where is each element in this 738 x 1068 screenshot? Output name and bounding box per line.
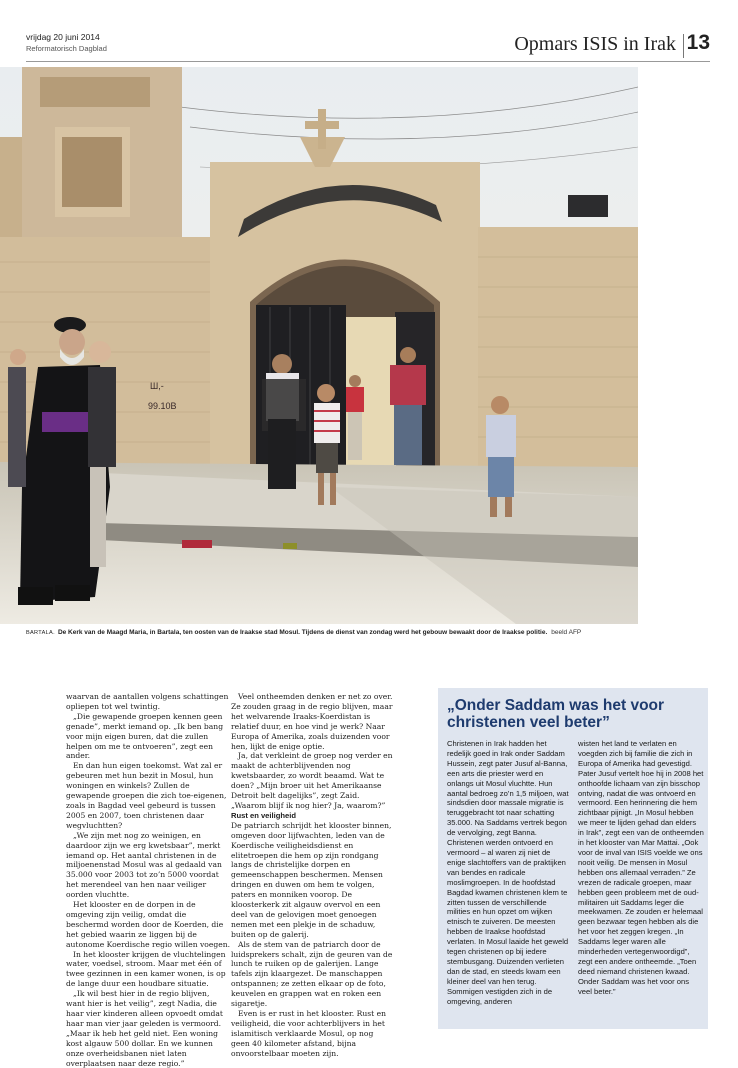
caption-text: De Kerk van de Maagd Maria, in Bartala, ten oosten van de Iraakse stad Mosul. Tijdens de dienst van zondag werd het gebouw bewaakt door de Iraakse politie. bbox=[57, 629, 548, 636]
article-paragraph: En dan hun eigen toekomst. Wat zal er gebeuren met hun bezit in Mosul, hun woningen en winkels? Zullen de gewapende groepen die zich toe-eigenen, zoals in Bagdad veel gebeurd is tussen 2005 en 2007, toen christenen daar wegvluchtten? bbox=[66, 761, 227, 830]
sidebar-box bbox=[438, 688, 708, 1029]
subheading: Rust en veiligheid bbox=[231, 810, 296, 820]
article-paragraph: Veel ontheemden denken er net zo over. Ze zouden graag in de regio blijven, maar het welvarende Iraaks-Koerdistan is relatief duur, en hoe vind je werk? Naar Europa of Amerika, zoals duizenden voor hen, lijkt de enige optie. bbox=[231, 692, 393, 751]
sidebar-text: wisten het land te verlaten en voegden zich bij familie die zich in Europa of Amerika had gevestigd. Pater Jusuf vertelt hoe hij in 2008 het onthoofde lichaam van zijn bisschop ontving, nadat die was ontvoerd en vermoord. Een herinnering die hem zichtbaar pijnigt. „In Mosul hebben we meer te lijden gehad dan elders in Irak”, zegt een van de ontheemden in het klooster van Mar Mattai. „Ook voor de inval van ISIS voelde we ons nooit veilig. De mensen in Mosul hebben ons allemaal verraden.” Ze vrezen de radicale groepen, maar hebben geen probleem met de oud-militairen uit Saddams leger die meekwamen. Ze zouden er helemaal geen bezwaar tegen hebben als die het voor het zeggen kregen. „In Saddams leger waren alle minderheden vertegenwoordigd”, zegt een andere ontheemde. „Toen deed niemand christenen kwaad. Onder Saddam was het voor ons veel beter.” bbox=[578, 739, 704, 996]
article-paragraph: „Die gewapende groepen kennen geen genade”, merkt iemand op. „Ik ben bang voor mijn eigen buren, dat die zullen helpen om me te ontvoeren”, zegt een ander. bbox=[66, 711, 224, 761]
caption-location: BARTALA. bbox=[26, 630, 55, 636]
sidebar-column-2 bbox=[578, 739, 704, 997]
newspaper-name: Reformatorisch Dagblad bbox=[26, 44, 107, 53]
sidebar-text: Christenen in Irak hadden het redelijk goed in Irak onder Saddam Hussein, zegt pater Jusuf al-Banna, een arts die priester werd en onlangs uit Mosul vluchtte. Hun aantal bedroeg zo’n 1,5 miljoen, wat sindsdien door massale migratie is teruggebracht tot naar schatting 35.000. Na Saddams vertrek begon de vervolging, zegt Banna. Christenen werden ontvoerd en vermoord – al waren zij niet de enige slachtoffers van de praktijken van bendes en radicale moslimgroepen. In de hoofdstad Bagdad kwamen christenen klem te zitten tussen de verschillende milities en hun opzet om wijken etnisch te zuiveren. De meesten hebben de Iraakse hoofdstad verlaten. In Mosul laaide het geweld tegen christenen op bij iedere stembusgang. Duizenden verlieten dan de stad, en steeds kwam een kleiner deel van hen terug. Sommigen vestigden zich in de omgeving, anderen bbox=[447, 739, 569, 1006]
photo-credit: beeld AFP bbox=[551, 629, 582, 636]
article-paragraph: „We zijn met nog zo weinigen, en daardoor zijn we erg kwetsbaar”, merkt iemand op. Het aantal christenen in de miljoenenstad Mosul was al gedaald van 35.000 voor 2003 tot zo’n 5000 voordat het merendeel van hen naar veiliger oorden vluchtte. bbox=[66, 830, 222, 900]
header-rule bbox=[26, 61, 710, 62]
article-paragraph: In het klooster krijgen de vluchtelingen water, voedsel, stroom. Maar met één of twee gezinnen in een kamer wonen, is op de lange duur een houdbare situatie. bbox=[66, 949, 226, 989]
article-paragraph: „Ik wil best hier in de regio blijven, want hier is het veilig”, zegt Nadia, die haar vier kinderen alleen opvoedt omdat haar man vier jaar geleden is vermoord. „Maar ik heb het geld niet. Een woning kost algauw 500 dollar. En we kunnen onze overheidsbanen niet laten overplaatsen naar deze regio.” bbox=[66, 989, 223, 1068]
church-photo bbox=[0, 67, 638, 624]
section-title: Opmars ISIS in Irak bbox=[514, 33, 676, 55]
issue-date: vrijdag 20 juni 2014 bbox=[26, 32, 100, 42]
page-header bbox=[26, 30, 710, 62]
page-number: 13 bbox=[686, 31, 710, 54]
sidebar-column-1 bbox=[447, 739, 571, 1006]
article-paragraph: Ja, dat verkleint de groep nog verder en maakt de achterblijvenden nog kwetsbaarder, zo wordt beaamd. Wat te doen? „Mijn broer uit het Amerikaanse Detroit belt dagelijks”, zegt Zaid. „Waarom blijf ik nog hier? Ja, waarom?” bbox=[231, 751, 393, 810]
church-photo-illustration bbox=[0, 67, 638, 624]
article-paragraph: De patriarch schrijdt het klooster binnen, omgeven door lijfwachten, leden van de Koerdische veiligheidsdienst en elitetroepen die hem op zijn rondgang langs de christelijke dorpen en gemeenschappen beschermen. Mensen dringen en duwen om hem te volgen, paters en monniken voorop. De kloosterkerk zit algauw overvol en een deel van de gelovigen moet genoegen nemen met een plekje in de schaduw, buiten op de galerij. bbox=[231, 820, 392, 939]
article-paragraph: waarvan de aantallen volgens schattingen opliepen tot wel twintig. bbox=[66, 692, 229, 711]
photo-caption bbox=[26, 629, 638, 636]
wall-mark-1: Ш,- bbox=[150, 381, 164, 391]
article-paragraph: Even is er rust in het klooster. Rust en veiligheid, die voor achterblijvers in het islamitisch verklaarde Mosul, op nog geen 40 kilometer afstand, bijna onvoorstelbaar moeten zijn. bbox=[231, 1009, 386, 1058]
article-paragraph: Het klooster en de dorpen in de omgeving zijn veilig, omdat die beschermd worden door de Koerden, die het gebied waarin ze liggen bij de autonome Koerdische regio willen voegen. bbox=[66, 900, 231, 949]
article-column-2 bbox=[231, 692, 394, 1059]
sidebar-title: „Onder Saddam was het voor christenen veel beter” bbox=[447, 697, 665, 731]
article-column-1 bbox=[66, 692, 230, 1068]
wall-mark-2: 99.10B bbox=[148, 401, 177, 411]
header-separator bbox=[683, 34, 684, 58]
article-paragraph: Als de stem van de patriarch door de luidsprekers schalt, zijn de geuren van de lunch te ruiken op de galerijen. Lange tafels zijn klaargezet. De manschappen ontspannen; ze zetten elkaar op de foto, keuvelen en grappen wat en roken een sigaretje. bbox=[231, 939, 393, 1009]
